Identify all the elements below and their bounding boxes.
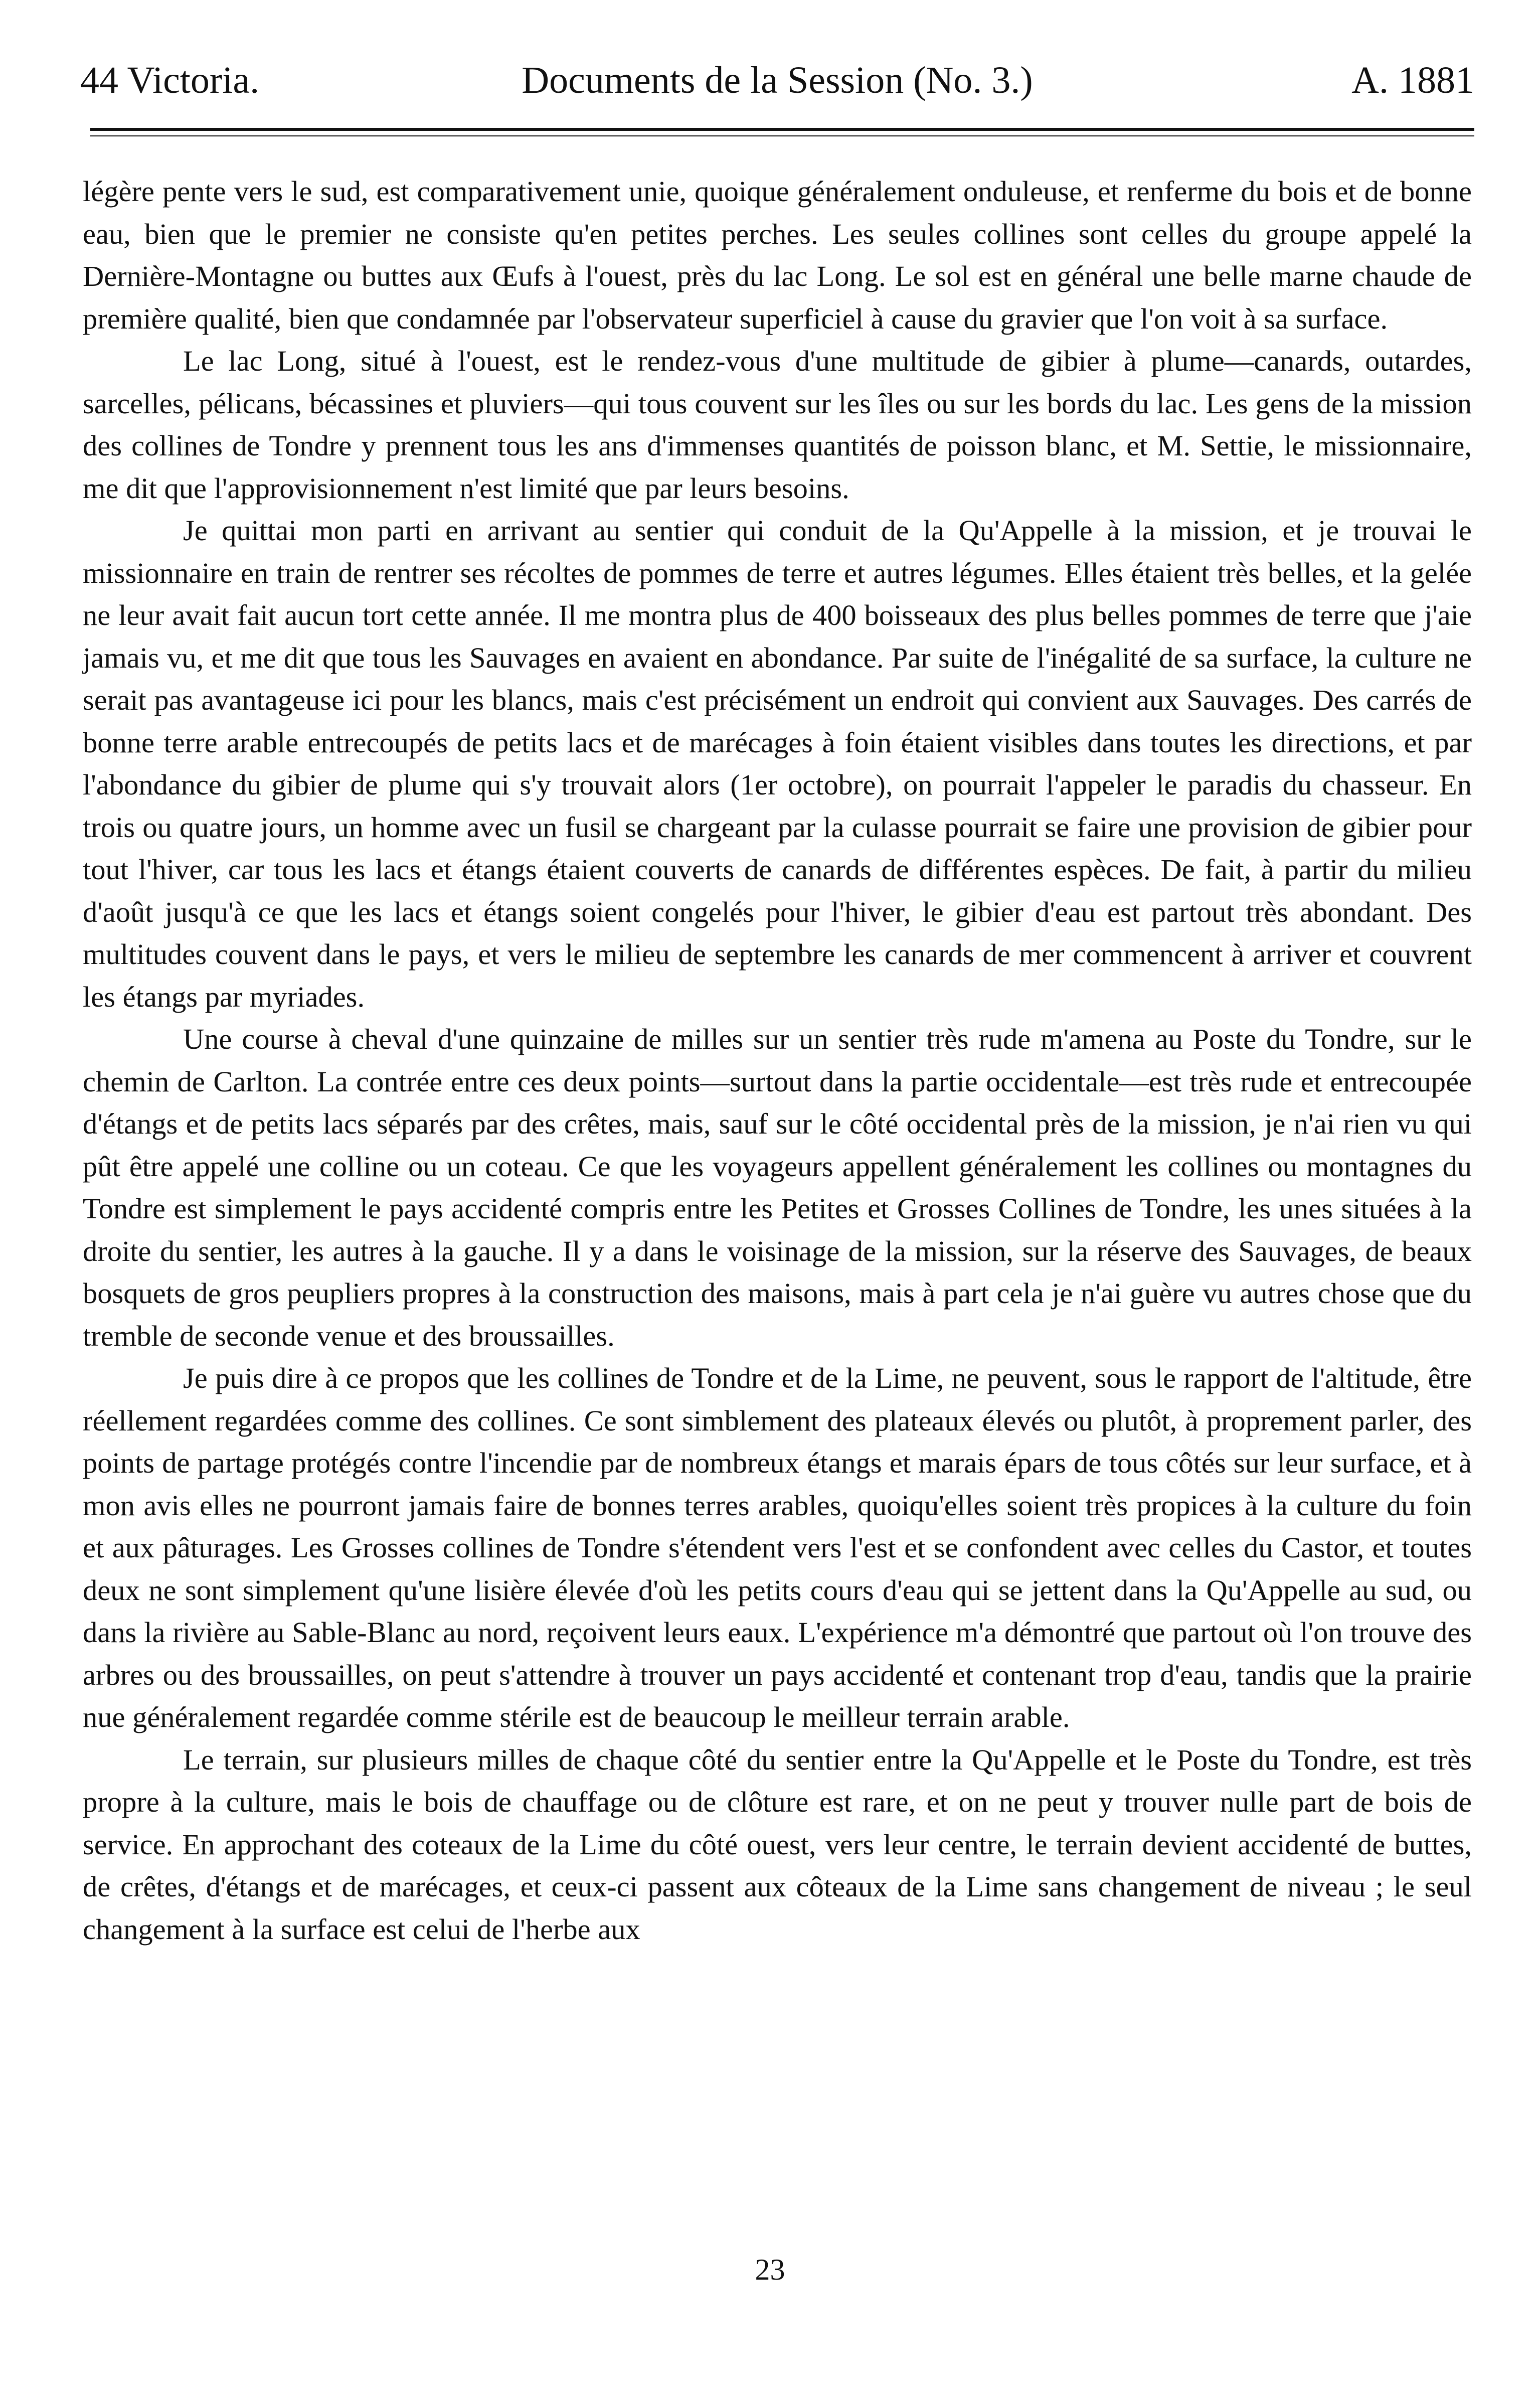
header-rule-thin <box>90 135 1474 136</box>
paragraph: légère pente vers le sud, est comparativement unie, quoique généralement onduleuse, et renferme du bois et de bonne eau, bien que le premier ne consiste qu'en petites perches. Les seules collines sont celles du groupe appelé la Dernière-Montagne ou buttes aux Œufs à l'ouest, près du lac Long. Le sol est en général une belle marne chaude de première qualité, bien que condamnée par l'observateur superficiel à cause du gravier que l'on voit à sa surface. <box>83 175 1472 335</box>
header-rule <box>90 128 1474 131</box>
body-text <box>83 171 1472 1951</box>
running-header <box>80 50 1474 110</box>
paragraph: Je quittai mon parti en arrivant au sentier qui conduit de la Qu'Appelle à la mission, et je trouvai le missionnaire en train de rentrer ses récoltes de pommes de terre et autres légumes. Elles étaient très belles, et la gelée ne leur avait fait aucun tort cette année. Il me montra plus de 400 boisseaux des plus belles pommes de terre que j'aie jamais vu, et me dit que tous les Sauvages en avaient en abondance. Par suite de l'inégalité de sa surface, la culture ne serait pas avantageuse ici pour les blancs, mais c'est précisément un endroit qui convient aux Sauvages. Des carrés de bonne terre arable entrecoupés de petits lacs et de marécages à foin étaient visibles dans toutes les directions, et par l'abondance du gibier de plume qui s'y trouvait alors (1er octobre), on pourrait l'appeler le paradis du chasseur. En trois ou quatre jours, un homme avec un fusil se chargeant par la culasse pourrait se faire une provision de gibier pour tout l'hiver, car tous les lacs et étangs étaient couverts de canards de différentes espèces. De fait, à partir du milieu d'août jusqu'à ce que les lacs et étangs soient congelés pour l'hiver, le gibier d'eau est partout très abondant. Des multitudes couvent dans le pays, et vers le milieu de septembre les canards de mer commencent à arriver et couvrent les étangs par myriades. <box>83 514 1472 1013</box>
paragraph: Le lac Long, situé à l'ouest, est le rendez-vous d'une multitude de gibier à plume—canards, outardes, sarcelles, pélicans, bécassines et pluviers—qui tous couvent sur les îles ou sur les bords du lac. Les gens de la mission des collines de Tondre y prennent tous les ans d'immenses quantités de poisson blanc, et M. Settie, le missionnaire, me dit que l'approvisionnement n'est limité que par leurs besoins. <box>83 345 1472 505</box>
header-title: Documents de la Session (No. 3.) <box>522 59 1033 101</box>
page-number: 23 <box>755 2253 785 2286</box>
paragraph: Une course à cheval d'une quinzaine de milles sur un sentier très rude m'amena au Poste du Tondre, sur le chemin de Carlton. La contrée entre ces deux points—surtout dans la partie occidentale—est très rude et entrecoupée d'étangs et de petits lacs séparés par des crêtes, mais, sauf sur le côté occidental près de la mission, je n'ai rien vu qui pût être appelé une colline ou un coteau. Ce que les voyageurs appellent généralement les collines ou montagnes du Tondre est simplement le pays accidenté compris entre les Petites et Grosses Collines de Tondre, les unes situées à la droite du sentier, les autres à la gauche. Il y a dans le voisinage de la mission, sur la réserve des Sauvages, de beaux bosquets de gros peupliers propres à la construction des maisons, mais à part cela je n'ai guère vu autres chose que du tremble de seconde venue et des broussailles. <box>83 1023 1472 1352</box>
header-volume: 44 Victoria. <box>80 59 260 101</box>
paragraph: Le terrain, sur plusieurs milles de chaque côté du sentier entre la Qu'Appelle et le Poste du Tondre, est très propre à la culture, mais le bois de chauffage ou de clôture est rare, et on ne peut y trouver nulle part de bois de service. En approchant des coteaux de la Lime du côté ouest, vers leur centre, le terrain devient accidenté de buttes, de crêtes, d'étangs et de marécages, et ceux-ci passent aux côteaux de la Lime sans changement de niveau ; le seul changement à la surface est celui de l'herbe aux <box>83 1743 1472 1946</box>
header-year: A. 1881 <box>1351 59 1474 101</box>
paragraph: Je puis dire à ce propos que les collines de Tondre et de la Lime, ne peuvent, sous le rapport de l'altitude, être réellement regardées comme des collines. Ce sont simblement des plateaux élevés ou plutôt, à proprement parler, des points de partage protégés contre l'incendie par de nombreux étangs et marais épars de tous côtés sur leur surface, et à mon avis elles ne pourront jamais faire de bonnes terres arables, quoiqu'elles soient très propices à la culture du foin et aux pâturages. Les Grosses collines de Tondre s'étendent vers l'est et se confondent avec celles du Castor, et toutes deux ne sont simplement qu'une lisière élevée d'où les petits cours d'eau qui se jettent dans la Qu'Appelle au sud, ou dans la rivière au Sable-Blanc au nord, reçoivent leurs eaux. L'expérience m'a démontré que partout où l'on trouve des arbres ou des broussailles, on peut s'attendre à trouver un pays accidenté et contenant trop d'eau, tandis que la prairie nue généralement regardée comme stérile est de beaucoup le meilleur terrain arable. <box>83 1362 1472 1733</box>
